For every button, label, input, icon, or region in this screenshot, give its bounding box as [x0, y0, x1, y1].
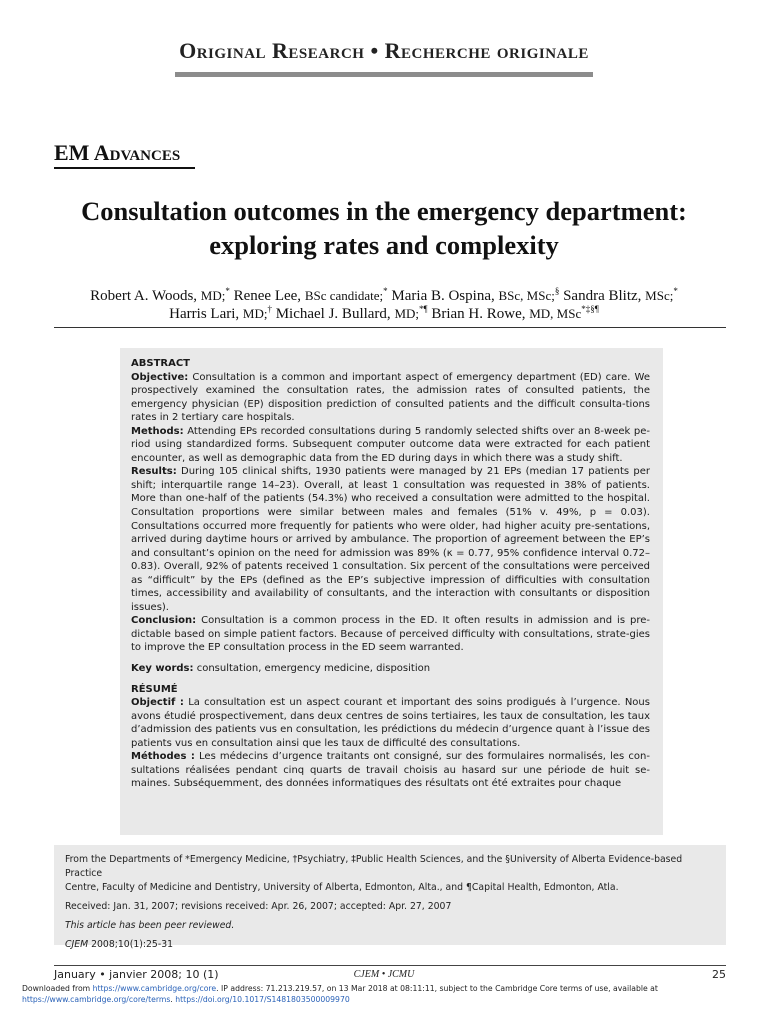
citation-journal: CJEM [65, 939, 89, 950]
category-rule [54, 167, 195, 169]
abstract-line: gies to improve the EP consultation process in the ED seem warranted. [131, 628, 650, 654]
download-notice [22, 984, 742, 1005]
author-degree: MD; [200, 288, 226, 303]
author-name: Renee Lee, [233, 288, 302, 304]
footer-rule [54, 965, 726, 966]
affiliation-box [54, 845, 726, 950]
author-name: Sandra Blitz, [563, 288, 642, 304]
abstract-conclusion [131, 614, 650, 655]
section-header: Original Research • Recherche originale [179, 38, 589, 63]
author-degree: MD; [242, 306, 268, 321]
resume-methodes [131, 750, 650, 791]
resume-line: taux d’admission des patients vus en consultation, les prédictions du médecin d’urgence quant à [131, 710, 650, 736]
abstract-line: sentations, arrived during daytime hours or arrived by ambulance. The proportion of agreement [131, 520, 650, 546]
conclusion-label: Conclusion: [131, 615, 197, 627]
author-degree: BSc candidate; [304, 288, 384, 303]
abstract-line: Consultation is a common process in the ED. It often results in admission and is pre- [201, 615, 650, 627]
author-affiliation-marks: § [554, 286, 560, 296]
abstract-line: 0.03). Consultations occurred more frequently for patients who were older, had higher acuity pre- [131, 507, 650, 532]
author-name: Robert A. Woods, [90, 288, 198, 304]
abstract-line: Consultation is a common and important aspect of emergency department (ED) care. [192, 371, 631, 383]
article-title [40, 194, 728, 262]
author-list [40, 287, 728, 323]
resume-heading: RÉSUMÉ [131, 683, 178, 695]
keywords-value: consultation, emergency medicine, disposition [196, 663, 431, 675]
download-prefix: Downloaded from [22, 984, 93, 993]
author-degree: MSc; [645, 288, 674, 303]
download-notice-text: . IP address: 71.213.219.57, on 13 Mar 2018 at 08:11:11, subject to the Cambridge Core terms of use, available at [216, 984, 658, 993]
abstract-text [131, 357, 650, 791]
abstract-keywords [131, 662, 650, 676]
footer-issue: January • janvier 2008; 10 (1) [54, 968, 219, 981]
abstract-line: We prospectively examined the consultation rates, the admission rates of consulted patients, the [131, 371, 650, 397]
resume-line: Les médecins d’urgence traitants ont consigné, sur des formulaires normalisés, les con- [199, 751, 650, 763]
author-affiliation-marks: * [225, 286, 230, 296]
article-category: EM Advances [54, 140, 181, 165]
affiliation-text [65, 853, 715, 952]
doi-link[interactable]: https://doi.org/10.1017/S1481803500009970 [175, 994, 350, 1004]
affiliation-line-2: Centre, Faculty of Medicine and Dentistry, University of Alberta, Edmonton, Alta., and ¶Capital Health, Edmonton, Atla. [65, 882, 619, 893]
abstract-objective [131, 371, 650, 425]
author-affiliation-marks: *‡§¶ [581, 304, 599, 314]
author-line-2 [40, 305, 728, 323]
terms-link[interactable]: https://www.cambridge.org/core/terms [22, 994, 171, 1004]
methods-label: Methods: [131, 425, 184, 437]
abstract-line: During 105 clinical shifts, 1930 patients were managed by 21 EPs (median 17 patients per [181, 466, 650, 478]
title-line-1: Consultation outcomes in the emergency department: [81, 196, 687, 226]
resume-objectif [131, 696, 650, 750]
author-name: Brian H. Rowe, [431, 306, 526, 322]
resume-line: avons étudié prospectivement, dans deux centres de soins tertiaires, les taux de consultation, les [131, 710, 625, 722]
citation-details: 2008;10(1):25-31 [88, 939, 174, 950]
abstract-line: tions rates in 2 tertiary care hospitals. [131, 398, 650, 424]
cambridge-core-link[interactable]: https://www.cambridge.org/core [92, 984, 217, 993]
methodes-label: Méthodes : [131, 751, 195, 763]
author-rule [54, 327, 726, 328]
resume-line: l’issue des patients vus en consultation ainsi que les taux de difficulté des consultations. [131, 724, 650, 749]
abstract-methods [131, 425, 650, 466]
download-separator: . [170, 994, 176, 1004]
abstract-line: riod using standardized forms. Subsequent computer outcome data were extracted for each patient [131, 439, 650, 451]
abstract-line: More than one-half of the patients (54.3%) who received a consultation were admitted to the [131, 493, 604, 505]
abstract-results [131, 465, 650, 614]
abstract-heading: ABSTRACT [131, 358, 190, 369]
abstract-line: encounter, as well as demographic data from the ED during days in which there was a study shift. [131, 452, 623, 464]
author-affiliation-marks: * [383, 286, 388, 296]
abstract-box [120, 348, 663, 835]
author-affiliation-marks: * [673, 286, 678, 296]
section-header-rule [175, 72, 593, 77]
peer-review-note: This article has been peer reviewed. [65, 920, 235, 931]
resume-line: La consultation est un aspect courant et important des soins prodigués à l’urgence. Nous [188, 697, 650, 709]
received-dates: Received: Jan. 31, 2007; revisions received: Apr. 26, 2007; accepted: Apr. 27, 2007 [65, 901, 452, 912]
author-line-1 [40, 287, 728, 305]
keywords-label: Key words: [131, 663, 194, 675]
affiliation-line-1: From the Departments of *Emergency Medicine, †Psychiatry, ‡Public Health Sciences, and the §University of Alberta Evidence-based Practice [65, 854, 683, 879]
abstract-line: Attending EPs recorded consultations during 5 randomly selected shifts over an 8-week pe- [187, 425, 650, 437]
abstract-line: between the EP’s and consultant’s opinion on the need for admission was 89% (κ = 0.77, 95% [131, 534, 650, 559]
citation [65, 938, 715, 952]
author-affiliation-marks: † [267, 304, 272, 314]
objectif-label: Objectif : [131, 697, 184, 709]
author-name: Harris Lari, [169, 306, 240, 322]
resume-line: maines. Subséquemment, des données informatiques des résultats ont été extraites pour chaque [131, 778, 622, 790]
abstract-line: hospital. Consultation proportions were similar between males and females (51% v. 49%, p = [131, 493, 650, 519]
author-degree: BSc, MSc; [498, 288, 555, 303]
author-degree: MD, MSc [529, 306, 582, 321]
resume-line: sultations réalisées pendant cinq quarts de travail choisis au hasard sur une période de huit se- [131, 764, 650, 776]
abstract-line: dictable based on simple patient factors. Because of perceived difficulty with consultations, strate- [131, 628, 630, 640]
abstract-line: difficulties with consultation times, accessibility and availability of consultants, and the interaction [131, 574, 651, 600]
author-name: Maria B. Ospina, [391, 288, 495, 304]
results-label: Results: [131, 466, 177, 478]
footer-journal: CJEM • JCMU [353, 969, 415, 980]
author-affiliation-marks: *¶ [419, 304, 428, 314]
abstract-line: consultations were perceived as “difficult” by the EPs (defined as the EP’s subjective impression of [131, 561, 650, 586]
abstract-line: confidence interval 0.72–0.83). Overall, 92% of patents received 1 consultation. Six percent of the [131, 547, 650, 573]
abstract-line: shift; interquartile range 14–23). Overall, at least 1 consultation was requested in 38% of patients. [131, 479, 650, 491]
author-degree: MD; [394, 306, 419, 321]
abstract-line: emergency physician (EP) disposition prediction of consulted patients and the difficult consulta- [131, 398, 626, 410]
page-number: 25 [712, 968, 726, 981]
abstract-line: with consultants or disposition issues). [131, 588, 650, 613]
title-line-2: exploring rates and complexity [209, 230, 559, 260]
objective-label: Objective: [131, 371, 189, 383]
author-name: Michael J. Bullard, [275, 306, 391, 322]
